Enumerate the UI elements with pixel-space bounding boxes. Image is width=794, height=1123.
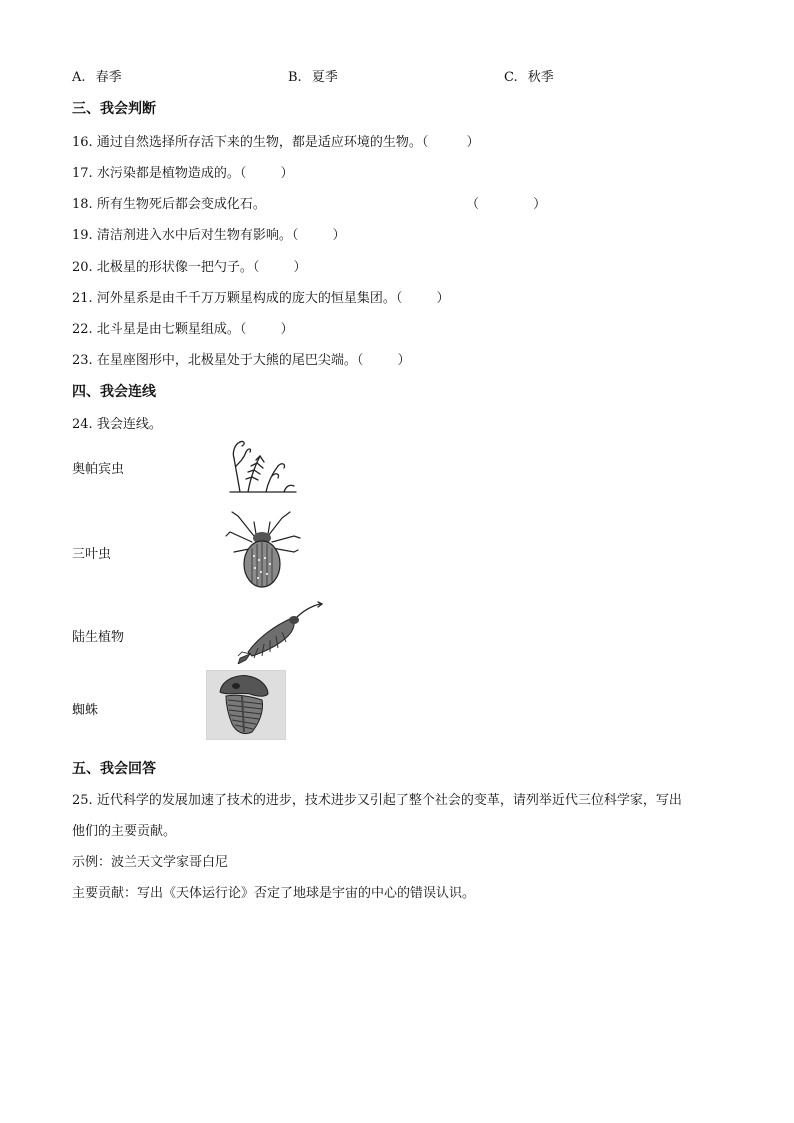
- example-line: 示例：波兰天文学家哥白尼: [72, 855, 229, 870]
- option-b-letter: B.: [288, 70, 302, 85]
- option-a-letter: A.: [72, 70, 86, 85]
- match-label-land-plant[interactable]: 陆生植物: [72, 630, 125, 645]
- question-25: [72, 789, 682, 808]
- answer-blank-open: （: [466, 197, 480, 212]
- question-21: [72, 287, 450, 306]
- answer-blank-close[interactable]: ）: [293, 260, 307, 275]
- question-16: [72, 131, 480, 150]
- plant-image[interactable]: [226, 436, 298, 494]
- question-17: [72, 162, 294, 181]
- question-number: 17.: [72, 166, 93, 181]
- question-text: 北斗星是由七颗星组成。（: [96, 322, 247, 337]
- option-c: [504, 66, 554, 85]
- question-24: [72, 413, 162, 432]
- match-label-spider[interactable]: 蜘蛛: [72, 703, 99, 718]
- answer-blank-close[interactable]: ）: [332, 228, 346, 243]
- question-22: [72, 318, 294, 337]
- answer-blank-close[interactable]: ）: [280, 166, 294, 181]
- option-b: [288, 66, 338, 85]
- option-c-letter: C.: [504, 70, 518, 85]
- trilobite-image[interactable]: [206, 670, 286, 740]
- question-18-blank[interactable]: [466, 193, 546, 212]
- question-23: [72, 349, 411, 368]
- question-number: 18.: [72, 197, 93, 212]
- question-number: 21.: [72, 291, 93, 306]
- option-b-text: 夏季: [311, 70, 338, 85]
- option-c-text: 秋季: [527, 70, 554, 85]
- question-number: 22.: [72, 322, 93, 337]
- question-text: 河外星系是由千千万万颗星构成的庞大的恒星集团。（: [96, 291, 403, 306]
- answer-blank-close: ）: [533, 197, 547, 212]
- answer-blank-close[interactable]: ）: [466, 135, 480, 150]
- question-text: 所有生物死后都会变成化石。: [96, 197, 266, 212]
- section-title-match: 四、我会连线: [72, 384, 156, 400]
- match-label-opabinia[interactable]: 奥帕宾虫: [72, 462, 125, 477]
- question-19: [72, 224, 346, 243]
- question-number: 16.: [72, 135, 93, 150]
- question-text: 我会连线。: [96, 417, 162, 432]
- question-number: 20.: [72, 260, 93, 275]
- spider-image[interactable]: [224, 508, 302, 590]
- answer-blank-close[interactable]: ）: [436, 291, 450, 306]
- question-18: [72, 193, 266, 212]
- section-title-answer: 五、我会回答: [72, 761, 156, 777]
- question-number: 25.: [72, 793, 93, 808]
- question-number: 23.: [72, 353, 93, 368]
- question-text: 水污染都是植物造成的。（: [96, 166, 247, 181]
- section-title-judge: 三、我会判断: [72, 101, 156, 117]
- match-label-trilobite[interactable]: 三叶虫: [72, 547, 112, 562]
- question-text: 通过自然选择所存活下来的生物，都是适应环境的生物。（: [96, 135, 429, 150]
- question-text: 北极星的形状像一把勺子。（: [96, 260, 260, 275]
- contribution-line: 主要贡献：写出《天体运行论》否定了地球是宇宙的中心的错误认识。: [72, 886, 476, 901]
- question-20: [72, 256, 307, 275]
- option-a: [72, 66, 122, 85]
- question-number: 19.: [72, 228, 93, 243]
- question-number: 24.: [72, 417, 93, 432]
- question-text-line1: 近代科学的发展加速了技术的进步，技术进步又引起了整个社会的变革，请列举近代三位科学家，写出: [96, 793, 682, 808]
- question-text: 在星座图形中，北极星处于大熊的尾巴尖端。（: [96, 353, 364, 368]
- opabinia-image[interactable]: [234, 600, 324, 664]
- answer-blank-close[interactable]: ）: [397, 353, 411, 368]
- question-text-line2: 他们的主要贡献。: [72, 824, 177, 839]
- answer-blank-close[interactable]: ）: [280, 322, 294, 337]
- question-text: 清洁剂进入水中后对生物有影响。（: [96, 228, 299, 243]
- option-a-text: 春季: [95, 70, 122, 85]
